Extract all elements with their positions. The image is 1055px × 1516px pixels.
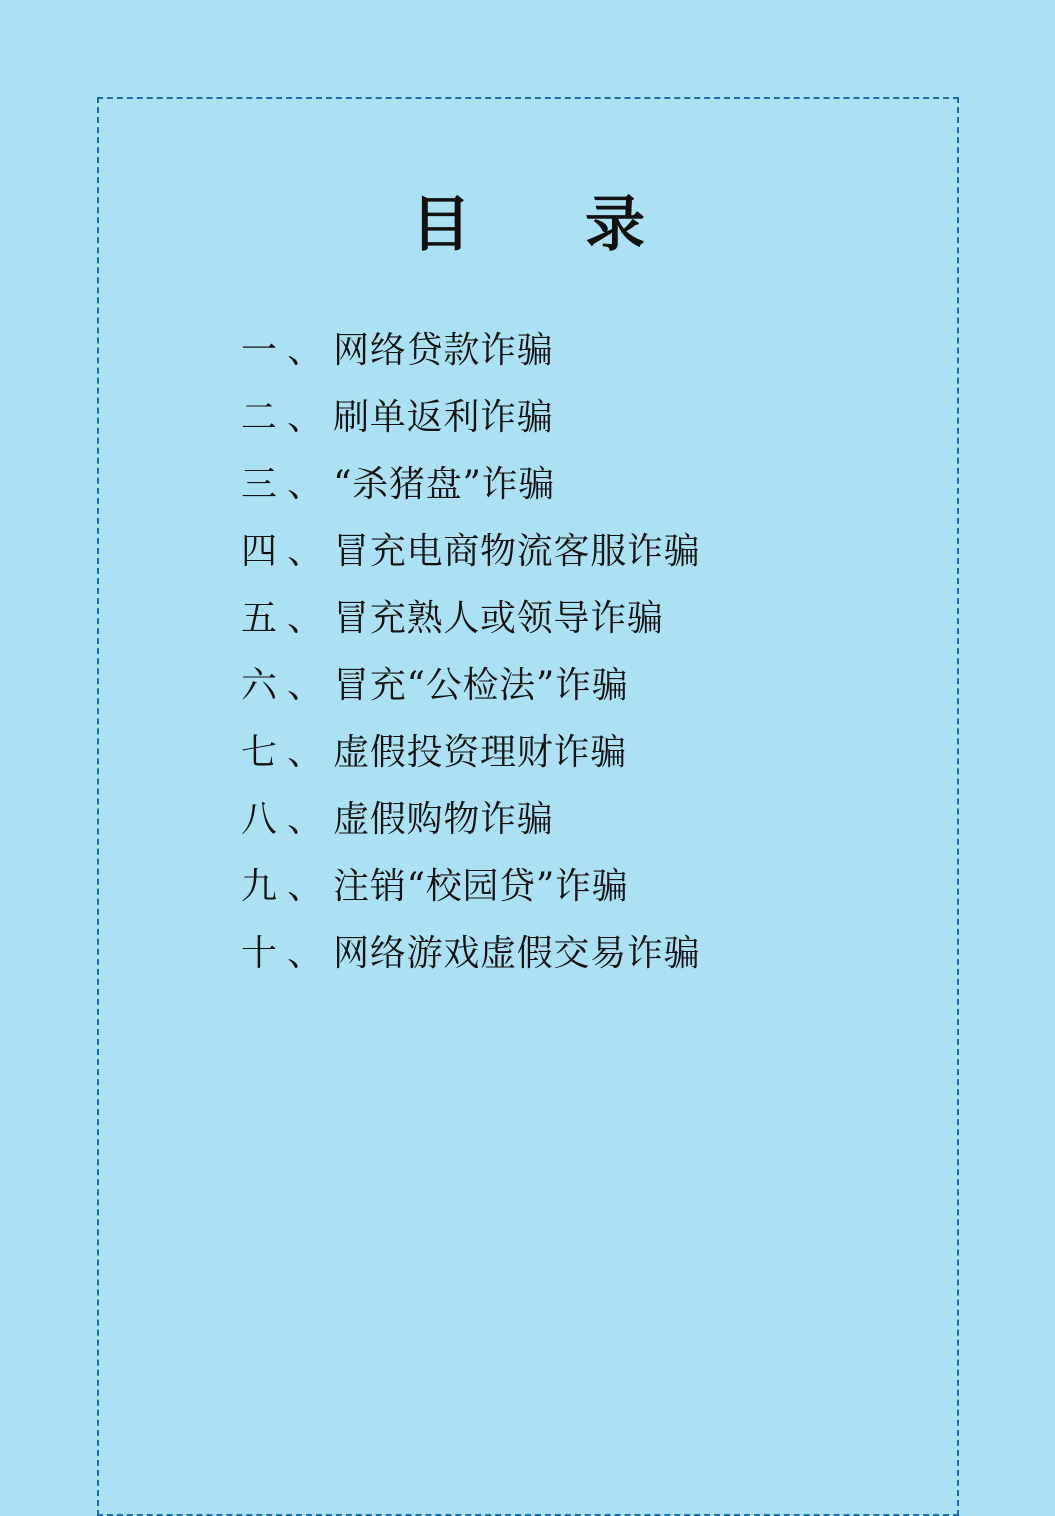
list-item-label: 虚假投资理财诈骗	[333, 732, 627, 773]
list-item-number: 六、	[241, 665, 334, 706]
page-border-frame	[97, 97, 959, 1516]
list-item-number: 九、	[241, 866, 334, 907]
list-item-label: 冒充熟人或领导诈骗	[333, 598, 664, 639]
list-item-label: 虚假购物诈骗	[333, 799, 554, 840]
table-of-contents-list	[241, 317, 917, 987]
list-item-label: 冒充电商物流客服诈骗	[333, 531, 701, 572]
list-item[interactable]	[241, 920, 917, 987]
list-item[interactable]	[241, 719, 917, 786]
list-item[interactable]	[241, 451, 917, 518]
list-item[interactable]	[241, 652, 917, 719]
list-item-label: 冒充“公检法”诈骗	[333, 665, 629, 706]
list-item-number: 八、	[241, 799, 334, 840]
list-item-label: “杀猪盘”诈骗	[333, 464, 556, 505]
list-item-number: 十、	[241, 933, 334, 974]
page-title: 目 录	[411, 190, 672, 260]
list-item-label: 网络贷款诈骗	[333, 330, 554, 371]
list-item[interactable]	[241, 786, 917, 853]
list-item-number: 四、	[241, 531, 334, 572]
list-item-number: 二、	[241, 397, 334, 438]
list-item-label: 注销“校园贷”诈骗	[333, 866, 629, 907]
list-item[interactable]	[241, 853, 917, 920]
list-item[interactable]	[241, 317, 917, 384]
list-item-number: 七、	[241, 732, 334, 773]
list-item-number: 五、	[241, 598, 334, 639]
list-item-label: 网络游戏虚假交易诈骗	[333, 933, 701, 974]
list-item[interactable]	[241, 585, 917, 652]
list-item[interactable]	[241, 384, 917, 451]
list-item-number: 一、	[241, 330, 334, 371]
list-item-label: 刷单返利诈骗	[333, 397, 554, 438]
list-item-number: 三、	[241, 464, 334, 505]
list-item[interactable]	[241, 518, 917, 585]
